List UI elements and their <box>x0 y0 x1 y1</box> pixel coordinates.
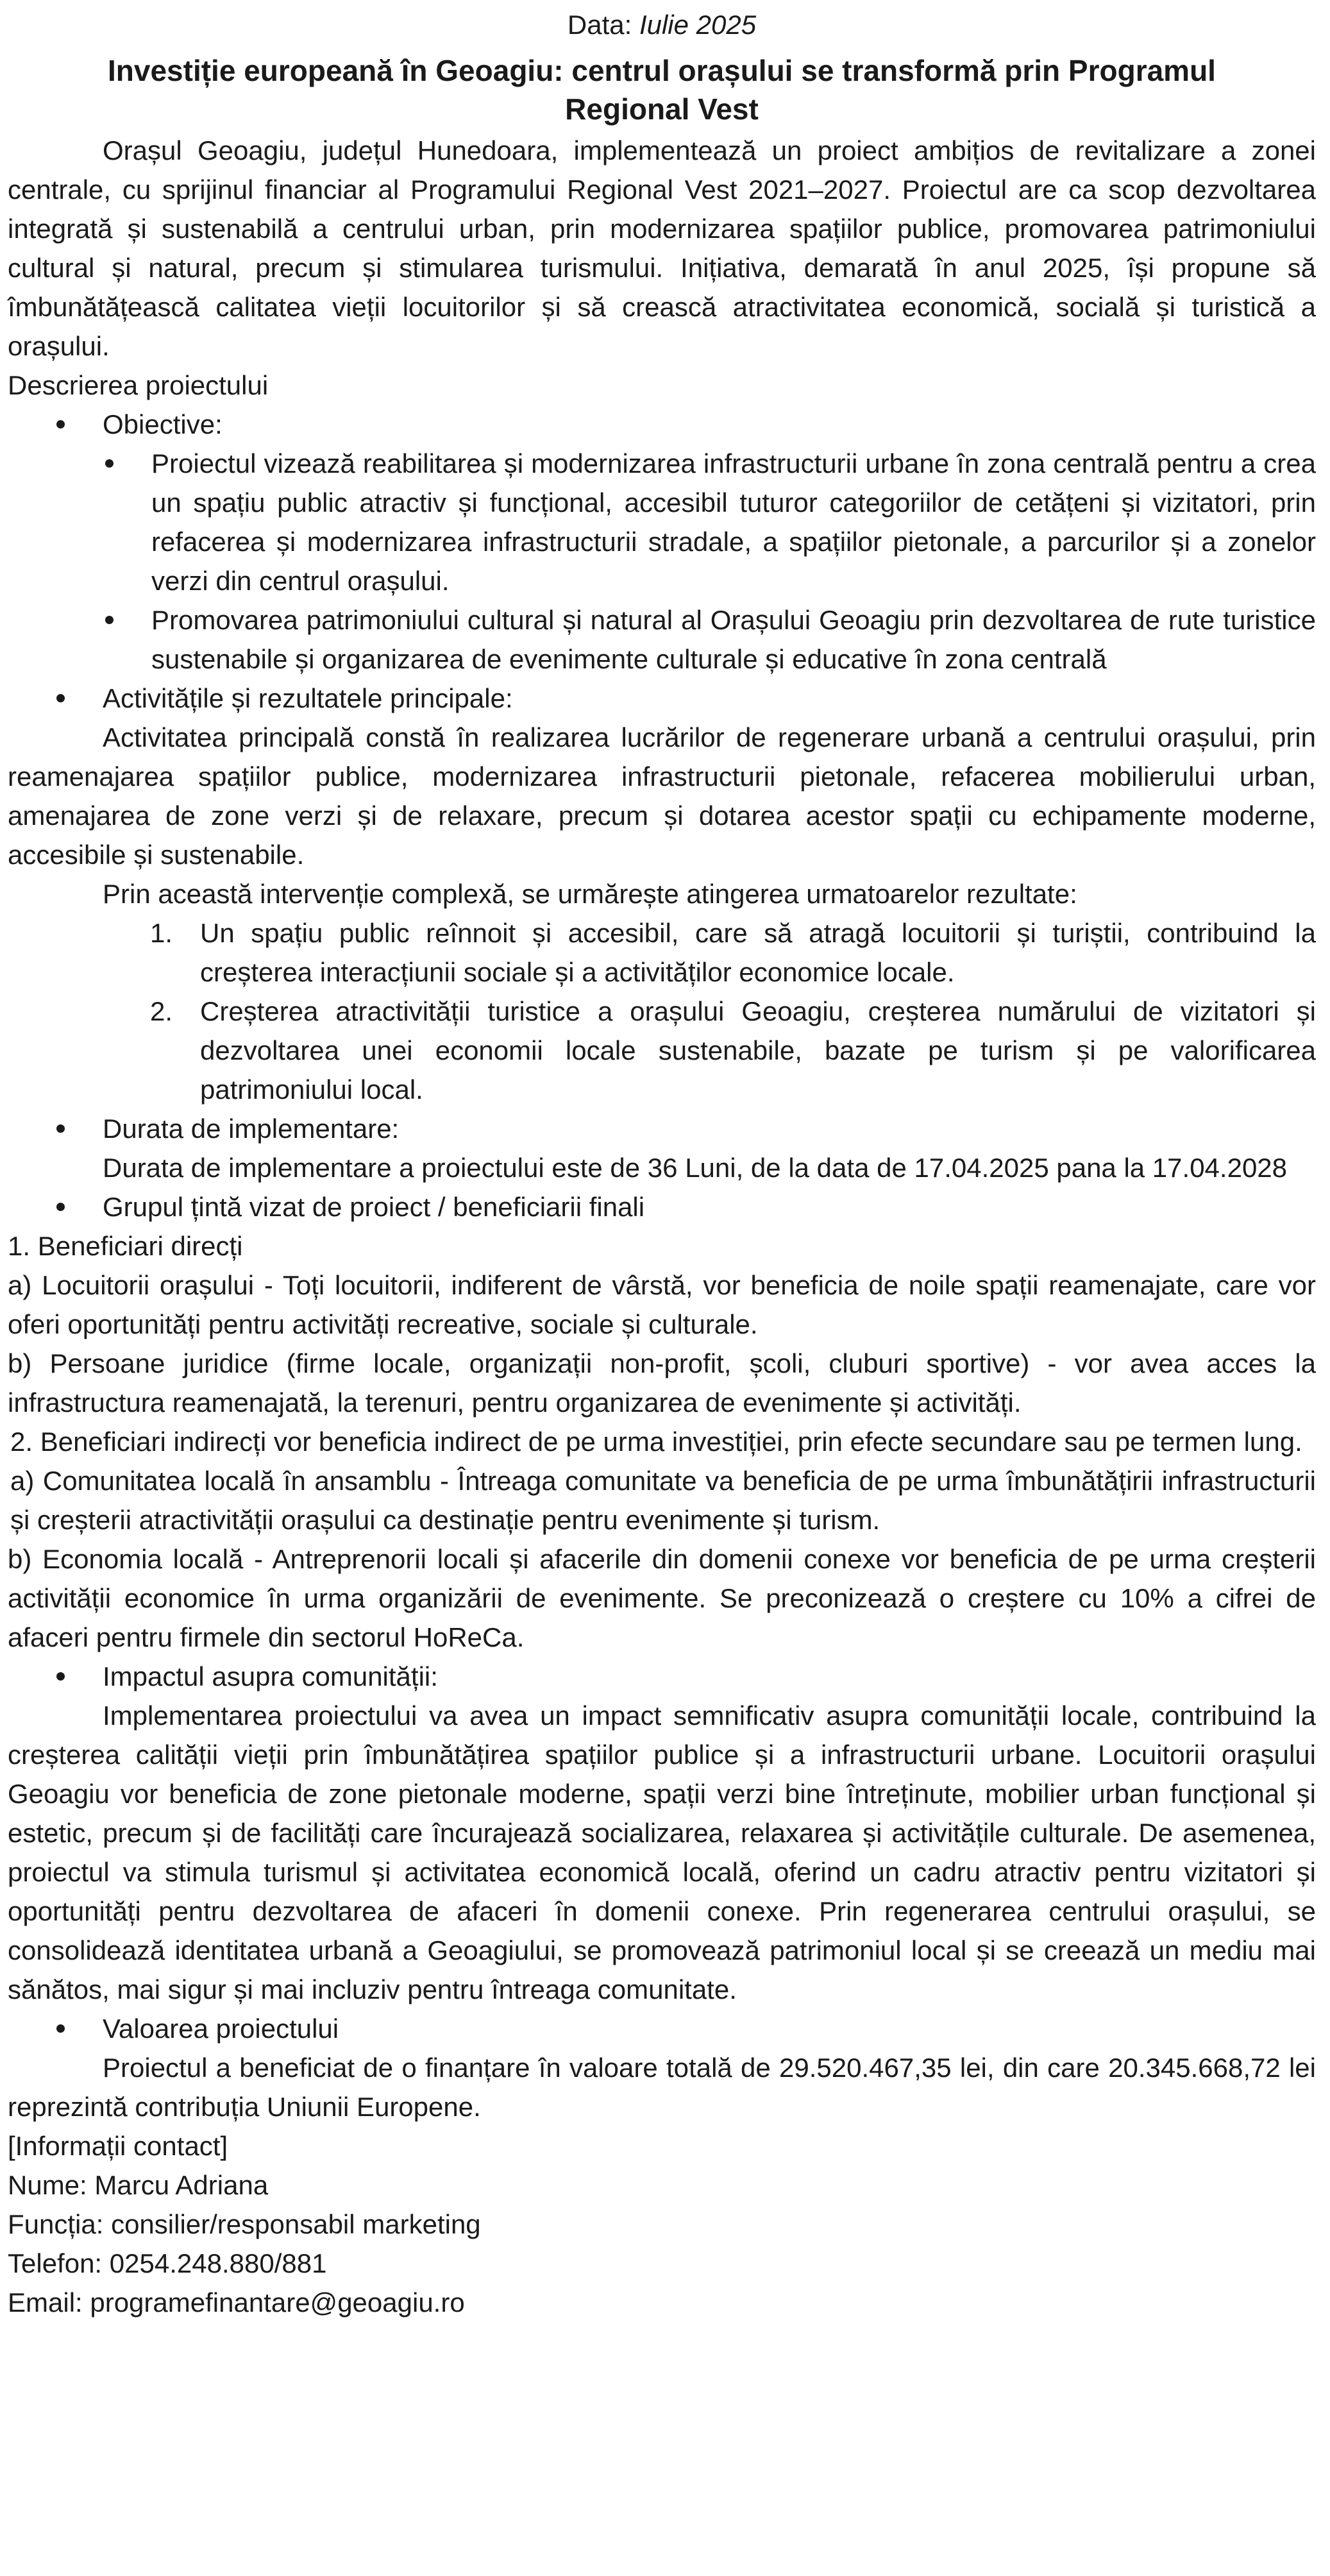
result-number: 2. <box>150 996 173 1026</box>
impact-paragraph: Implementarea proiectului va avea un impact semnificativ asupra comunității locale, contribuind la creșterea calității vieții prin îmbunătățirea spațiilor publice și a infrastructurii urbane. Locuitorii orașului Geoagiu vor beneficia de zone pietonale moderne, spații verzi bine întreținute, mobilier urban funcțional și estetic, precum și de facilități care încurajează socializarea, relaxarea și activitățile culturale. De asemenea, proiectul va stimula turismul și activitatea economică locală, oferind un cadru atractiv pentru vizitatori și oportunități pentru dezvoltarea de afaceri în domenii conexe. Prin regenerarea centrului orașului, se consolidează identitatea urbană a Geoagiului, se promovează patrimoniul local și se creează un mediu mai sănătos, mai sigur și mai incluziv pentru întreaga comunitate. <box>8 1700 1316 2004</box>
duration-paragraph: Durata de implementare a proiectului este de 36 Luni, de la data de 17.04.2025 pana la 17.04.2028 <box>103 1153 1288 1183</box>
value-paragraph: Proiectul a beneficiat de o finanțare în valoare totală de 29.520.467,35 lei, din care 20.345.668,72 lei reprezintă contribuția Uniunii Europene. <box>8 2053 1316 2122</box>
objective-item: Promovarea patrimoniului cultural și natural al Orașului Geoagiu prin dezvoltarea de rute turistice sustenabile și organizarea de evenimente culturale și educative în zona centrală <box>8 600 1316 679</box>
contact-name: Nume: Marcu Adriana <box>8 2170 269 2200</box>
intro-paragraph: Orașul Geoagiu, județul Hunedoara, implementează un proiect ambițios de revitalizare a zonei centrale, cu sprijinul financiar al Programului Regional Vest 2021–2027. Proiectul are ca scop dezvoltarea integrată și sustenabilă a centrului urban, prin modernizarea spațiilor publice, promovarea patrimoniului cultural și natural, precum și stimularea turismului. Inițiativa, demarată în anul 2025, își propune să îmbunătățească calitatea vieții locuitorilor și să crească atractivitatea economică, socială și turistică a orașului. <box>8 135 1316 361</box>
duration-label: Durata de implementare: <box>8 1109 1316 1148</box>
date-value: Iulie 2025 <box>639 10 757 40</box>
press-release-document <box>8 5 1316 2322</box>
indirect-beneficiary-b: b) Economia locală - Antreprenorii locali și afacerile din domenii conexe vor beneficia de pe urma creșterii activității economice în urma organizării de evenimente. Se preconizează o creștere cu 10% a cifrei de afaceri pentru firmele din sectorul HoReCa. <box>8 1544 1316 1652</box>
direct-beneficiary-b: b) Persoane juridice (firme locale, organizații non-profit, școli, cluburi sportive) - vor avea acces la infrastructura reamenajată, la terenuri, pentru organizarea de evenimente și activități. <box>8 1348 1316 1418</box>
result-text: Creșterea atractivității turistice a orașului Geoagiu, creșterea numărului de vizitatori și dezvoltarea unei economii locale sustenabile, bazate pe turism și pe valorificarea patrimoniului local. <box>200 996 1316 1105</box>
activities-label: Activitățile și rezultatele principale: <box>8 679 1316 718</box>
results-intro: Prin această intervenție complexă, se urmărește atingerea urmatoarelor rezultate: <box>103 879 1077 909</box>
contact-heading: [Informații contact] <box>8 2131 228 2161</box>
article-title: Investiție europeană în Geoagiu: centrul orașului se transformă prin Programul Regional Vest <box>108 54 1216 126</box>
activities-paragraph: Activitatea principală constă în realizarea lucrărilor de regenerare urbană a centrului orașului, prin reamenajarea spațiilor publice, modernizarea infrastructurii pietonale, refacerea mobilierului urban, amenajarea de zone verzi și de relaxare, precum și dotarea acestor spații cu echipamente moderne, accesibile și sustenabile. <box>8 722 1316 870</box>
section-heading: Descrierea proiectului <box>8 370 269 400</box>
objective-item: Proiectul vizează reabilitarea și modernizarea infrastructurii urbane în zona centrală pentru a crea un spațiu public atractiv și funcțional, accesibil tuturor categoriilor de cetățeni și vizitatori, prin refacerea și modernizarea infrastructurii stradale, a spațiilor pietonale, a parcurilor și a zonelor verzi din centrul orașului. <box>8 444 1316 600</box>
date-label: Data: <box>567 10 632 40</box>
result-item <box>8 992 1316 1109</box>
direct-beneficiaries-heading: 1. Beneficiari direcți <box>8 1231 243 1261</box>
result-item <box>8 913 1316 992</box>
indirect-beneficiary-a: a) Comunitatea locală în ansamblu - Întreaga comunitate va beneficia de pe urma îmbunătățirii infrastructurii și creșterii atractivității orașului ca destinație pentru evenimente și turism. <box>10 1466 1316 1535</box>
result-number: 1. <box>150 918 173 948</box>
contact-phone: Telefon: 0254.248.880/881 <box>8 2248 327 2278</box>
result-text: Un spațiu public reînnoit și accesibil, care să atragă locuitorii și turiștii, contribuind la creșterea interacțiunii sociale și a activităților economice locale. <box>200 918 1316 987</box>
contact-email: Email: programefinantare@geoagiu.ro <box>8 2287 465 2318</box>
indirect-beneficiaries-heading: 2. Beneficiari indirecți vor beneficia indirect de pe urma investiției, prin efecte secundare sau pe termen lung. <box>10 1427 1302 1457</box>
direct-beneficiary-a: a) Locuitorii orașului - Toți locuitorii, indiferent de vârstă, vor beneficia de noile spații reamenajate, care vor oferi oportunități pentru activități recreative, sociale și culturale. <box>8 1270 1316 1339</box>
impact-label: Impactul asupra comunității: <box>8 1657 1316 1696</box>
contact-role: Funcția: consilier/responsabil marketing <box>8 2209 481 2239</box>
objectives-label: Obiective: <box>8 405 1316 444</box>
target-group-label: Grupul țintă vizat de proiect / beneficiarii finali <box>8 1187 1316 1226</box>
value-label: Valoarea proiectului <box>8 2009 1316 2048</box>
publication-date <box>8 5 1316 46</box>
